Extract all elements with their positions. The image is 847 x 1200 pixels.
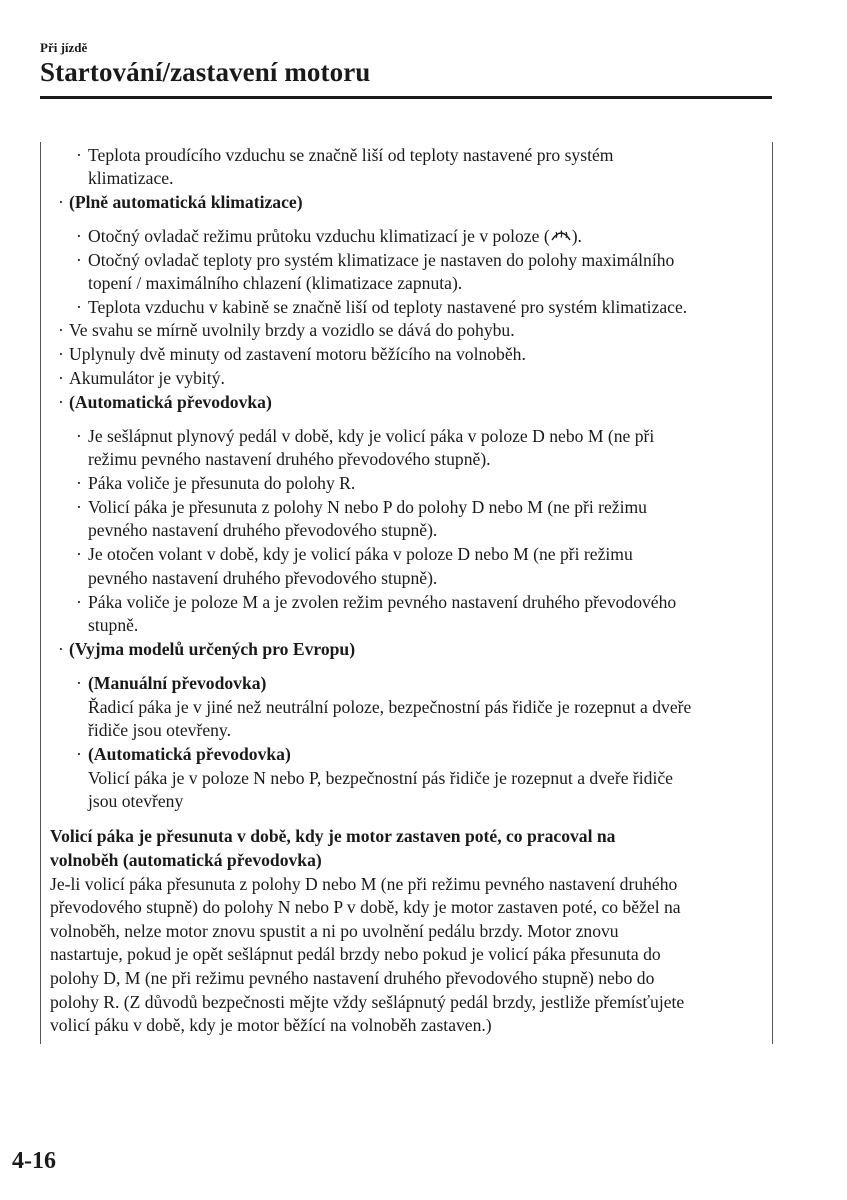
bullet: · [58, 392, 64, 412]
left-border [40, 142, 41, 1044]
paragraph-line: nastartuje, pokud je opět sešlápnut pedál brzdy nebo pokud je volicí páka přesunuta do [50, 944, 661, 964]
list-item: Volicí páka je v poloze N nebo P, bezpečnostní pás řidiče je rozepnut a dveře řidiče [88, 768, 673, 788]
list-item: Ve svahu se mírně uvolnily brzdy a vozidlo se dává do pohybu. [69, 320, 515, 340]
list-item-cont: stupně. [88, 615, 139, 635]
bullet: · [76, 250, 82, 270]
bullet: · [76, 673, 82, 693]
list-item: Akumulátor je vybitý. [69, 368, 225, 388]
paragraph-line: polohy R. (Z důvodů bezpečnosti mějte vždy sešlápnutý pedál brzdy, jestliže přemísťujete [50, 992, 685, 1012]
list-item: Otočný ovladač teploty pro systém klimatizace je nastaven do polohy maximálního [88, 250, 675, 270]
list-item-cont: topení / maximálního chlazení (klimatizace zapnuta). [88, 273, 463, 293]
list-item: Volicí páka je přesunuta z polohy N nebo P do polohy D nebo M (ne při režimu [88, 497, 647, 517]
bullet: · [76, 473, 82, 493]
list-item: Teplota vzduchu v kabině se značně liší od teploty nastavené pro systém klimatizace. [88, 297, 688, 317]
bullet: · [58, 639, 64, 659]
windshield-defroster-icon [550, 228, 572, 248]
bullet: · [58, 344, 64, 364]
bullet: · [76, 744, 82, 764]
bullet: · [58, 320, 64, 340]
list-item: Je sešlápnut plynový pedál v době, kdy je volicí páka v poloze D nebo M (ne při [88, 426, 655, 446]
section-label: Při jízdě [40, 40, 88, 55]
list-item-cont: klimatizace. [88, 168, 174, 188]
right-border [772, 142, 773, 1044]
paragraph-line: Je-li volicí páka přesunuta z polohy D nebo M (ne při režimu pevného nastavení druhého [50, 874, 678, 894]
subheading: (Automatická převodovka) [88, 744, 291, 764]
list-item-cont: režimu pevného nastavení druhého převodového stupně). [88, 449, 491, 469]
list-item-cont: pevného nastavení druhého převodového stupně). [88, 568, 438, 588]
list-item-cont: pevného nastavení druhého převodového stupně). [88, 520, 438, 540]
paragraph-line: převodového stupně) do polohy N nebo P v době, kdy je motor zastaven poté, co běžel na [50, 897, 681, 917]
subheading: (Vyjma modelů určených pro Evropu) [69, 639, 356, 659]
list-item-text: Otočný ovladač režimu průtoku vzduchu klimatizací je v poloze ( [88, 226, 550, 246]
list-item: Páka voliče je poloze M a je zvolen režim pevného nastavení druhého převodového [88, 592, 677, 612]
bullet: · [76, 592, 82, 612]
bullet: · [76, 497, 82, 517]
bullet: · [58, 368, 64, 388]
list-item: Uplynuly dvě minuty od zastavení motoru běžícího na volnoběh. [69, 344, 526, 364]
page-title: Startování/zastavení motoru [40, 57, 371, 87]
page-number: 4-16 [12, 1148, 56, 1174]
subheading: (Manuální převodovka) [88, 673, 267, 693]
list-item: Je otočen volant v době, kdy je volicí páka v poloze D nebo M (ne při režimu [88, 544, 633, 564]
paragraph-heading: volnoběh (automatická převodovka) [50, 850, 322, 870]
paragraph-line: volnoběh, nelze motor znovu spustit a ni po uvolnění pedálu brzdy. Motor znovu [50, 921, 619, 941]
bullet: · [76, 544, 82, 564]
subheading: (Automatická převodovka) [69, 392, 272, 412]
list-item-cont: jsou otevřeny [88, 791, 184, 811]
paragraph-line: volicí páku v době, kdy je motor běžící na volnoběh zastaven.) [50, 1015, 492, 1035]
bullet: · [76, 426, 82, 446]
bullet: · [58, 192, 64, 212]
subheading: (Plně automatická klimatizace) [69, 192, 303, 212]
list-item-text-end: ). [571, 226, 582, 246]
bullet: · [76, 226, 82, 246]
list-item-cont: řidiče jsou otevřeny. [88, 720, 231, 740]
list-item [88, 228, 582, 248]
list-item: Teplota proudícího vzduchu se značně liší od teploty nastavené pro systém [88, 145, 614, 165]
paragraph-line: polohy D, M (ne při režimu pevného nastavení druhého převodového stupně) nebo do [50, 968, 655, 988]
title-rule [40, 96, 772, 99]
bullet: · [76, 297, 82, 317]
paragraph-heading: Volicí páka je přesunuta v době, kdy je motor zastaven poté, co pracoval na [50, 826, 616, 846]
bullet: · [76, 145, 82, 165]
list-item: Řadicí páka je v jiné než neutrální poloze, bezpečnostní pás řidiče je rozepnut a dveře [88, 697, 692, 717]
list-item: Páka voliče je přesunuta do polohy R. [88, 473, 356, 493]
